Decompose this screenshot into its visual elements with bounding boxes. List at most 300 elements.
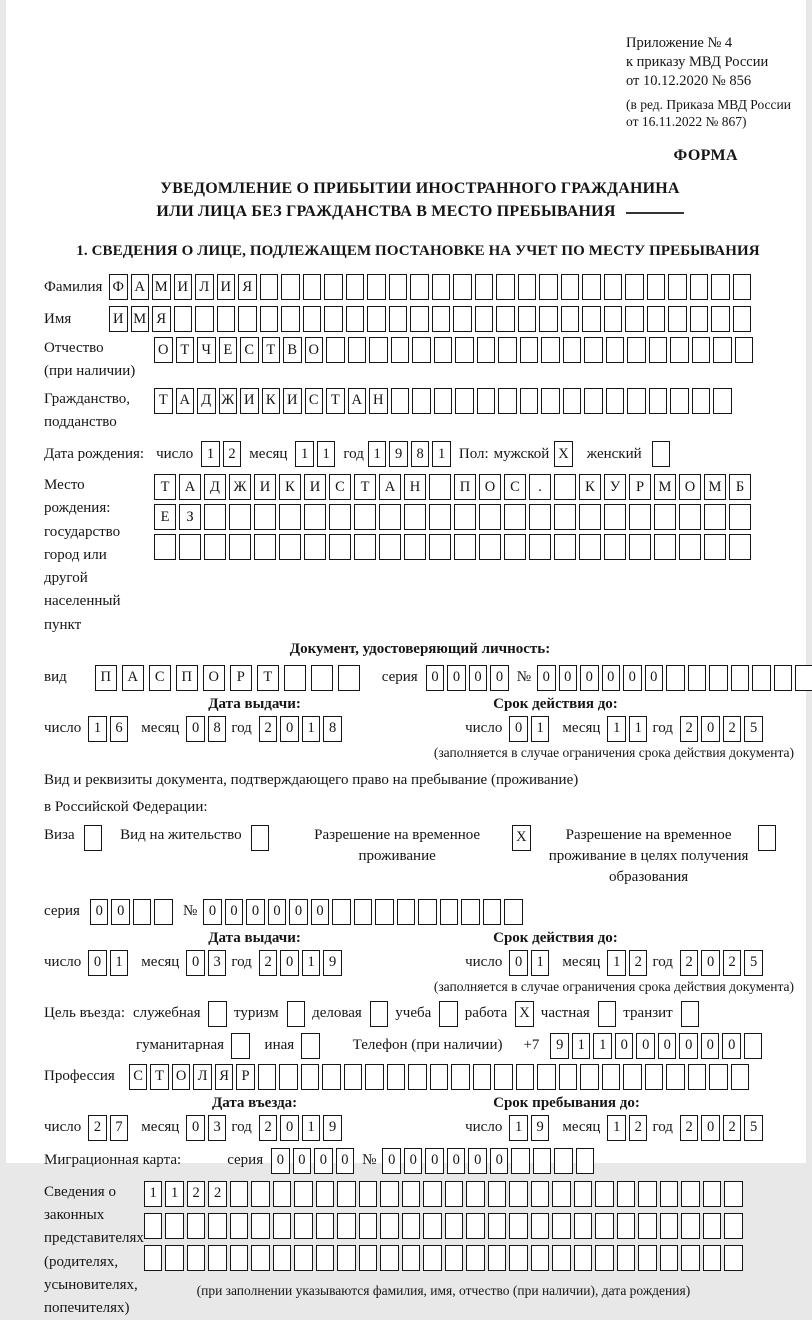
char-box[interactable] (795, 665, 812, 691)
char-box[interactable] (279, 534, 301, 560)
char-box[interactable] (541, 388, 560, 414)
char-box[interactable]: 0 (425, 1148, 444, 1174)
char-box[interactable] (582, 274, 601, 300)
char-box[interactable]: 0 (111, 899, 130, 925)
char-box[interactable] (344, 1064, 363, 1090)
char-box[interactable] (389, 274, 408, 300)
char-box[interactable] (744, 1033, 763, 1059)
char-box[interactable] (660, 1181, 679, 1207)
char-box[interactable] (187, 1245, 206, 1271)
char-box[interactable]: 0 (404, 1148, 423, 1174)
char-box[interactable]: М (704, 474, 726, 500)
char-box[interactable] (238, 306, 257, 332)
char-box[interactable]: О (154, 337, 173, 363)
char-box[interactable] (494, 1064, 513, 1090)
char-box[interactable] (260, 306, 279, 332)
char-box[interactable] (629, 534, 651, 560)
char-box[interactable] (733, 274, 752, 300)
char-box[interactable] (681, 1245, 700, 1271)
char-box[interactable] (367, 274, 386, 300)
char-box[interactable]: 0 (701, 716, 720, 742)
char-box[interactable] (354, 504, 376, 530)
char-box[interactable] (533, 1148, 552, 1174)
char-box[interactable] (604, 534, 626, 560)
char-box[interactable] (402, 1245, 421, 1271)
char-box[interactable]: Т (154, 388, 173, 414)
char-box[interactable]: 1 (110, 950, 129, 976)
char-box[interactable] (574, 1213, 593, 1239)
char-box[interactable] (488, 1181, 507, 1207)
char-box[interactable]: 0 (623, 665, 642, 691)
checkbox[interactable] (231, 1033, 250, 1059)
char-box[interactable] (774, 665, 793, 691)
char-box[interactable]: М (654, 474, 676, 500)
char-box[interactable]: Т (257, 665, 279, 691)
char-box[interactable] (563, 337, 582, 363)
char-box[interactable] (539, 306, 558, 332)
char-box[interactable]: 2 (723, 1115, 742, 1141)
char-box[interactable] (531, 1245, 550, 1271)
char-box[interactable] (453, 274, 472, 300)
char-box[interactable]: И (304, 474, 326, 500)
char-box[interactable] (365, 1064, 384, 1090)
char-box[interactable] (574, 1245, 593, 1271)
char-box[interactable]: 0 (186, 1115, 205, 1141)
char-box[interactable] (284, 665, 306, 691)
char-box[interactable]: А (379, 474, 401, 500)
char-box[interactable] (692, 388, 711, 414)
char-box[interactable]: 0 (90, 899, 109, 925)
char-box[interactable]: 5 (744, 1115, 763, 1141)
char-box[interactable] (475, 306, 494, 332)
char-box[interactable] (165, 1245, 184, 1271)
char-box[interactable] (554, 504, 576, 530)
char-box[interactable]: 0 (636, 1033, 655, 1059)
char-box[interactable]: С (305, 388, 324, 414)
char-box[interactable] (660, 1213, 679, 1239)
char-box[interactable] (432, 306, 451, 332)
char-box[interactable] (724, 1213, 743, 1239)
char-box[interactable] (254, 504, 276, 530)
char-box[interactable] (230, 1245, 249, 1271)
char-box[interactable] (479, 534, 501, 560)
char-box[interactable] (595, 1245, 614, 1271)
char-box[interactable] (337, 1213, 356, 1239)
char-box[interactable] (649, 337, 668, 363)
char-box[interactable] (584, 337, 603, 363)
char-box[interactable] (690, 306, 709, 332)
char-box[interactable]: 0 (186, 950, 205, 976)
char-box[interactable]: 0 (311, 899, 330, 925)
char-box[interactable] (133, 899, 152, 925)
char-box[interactable] (552, 1181, 571, 1207)
char-box[interactable] (604, 306, 623, 332)
char-box[interactable] (387, 1064, 406, 1090)
char-box[interactable]: И (217, 274, 236, 300)
char-box[interactable]: 8 (411, 441, 430, 467)
char-box[interactable]: О (172, 1064, 191, 1090)
char-box[interactable] (606, 388, 625, 414)
char-box[interactable] (451, 1064, 470, 1090)
char-box[interactable] (354, 899, 373, 925)
char-box[interactable]: 2 (259, 1115, 278, 1141)
char-box[interactable] (627, 388, 646, 414)
char-box[interactable] (724, 1181, 743, 1207)
char-box[interactable]: 1 (295, 441, 314, 467)
char-box[interactable]: 1 (509, 1115, 528, 1141)
char-box[interactable]: Т (176, 337, 195, 363)
char-box[interactable] (518, 306, 537, 332)
char-box[interactable]: О (203, 665, 225, 691)
char-box[interactable] (688, 665, 707, 691)
char-box[interactable] (217, 306, 236, 332)
char-box[interactable]: 0 (658, 1033, 677, 1059)
char-box[interactable]: 2 (259, 716, 278, 742)
char-box[interactable] (229, 534, 251, 560)
char-box[interactable] (479, 504, 501, 530)
char-box[interactable] (423, 1181, 442, 1207)
char-box[interactable] (429, 504, 451, 530)
checkbox[interactable] (370, 1001, 389, 1027)
char-box[interactable]: 0 (468, 1148, 487, 1174)
checkbox[interactable] (208, 1001, 227, 1027)
char-box[interactable] (445, 1245, 464, 1271)
char-box[interactable] (174, 306, 193, 332)
char-box[interactable] (329, 534, 351, 560)
char-box[interactable] (329, 504, 351, 530)
char-box[interactable]: Ж (219, 388, 238, 414)
char-box[interactable] (617, 1245, 636, 1271)
char-box[interactable] (418, 899, 437, 925)
char-box[interactable] (260, 274, 279, 300)
char-box[interactable] (627, 337, 646, 363)
char-box[interactable] (466, 1181, 485, 1207)
char-box[interactable]: К (279, 474, 301, 500)
char-box[interactable]: 1 (88, 716, 107, 742)
char-box[interactable]: М (152, 274, 171, 300)
char-box[interactable] (204, 504, 226, 530)
char-box[interactable] (455, 388, 474, 414)
char-box[interactable] (408, 1064, 427, 1090)
char-box[interactable] (429, 534, 451, 560)
char-box[interactable]: Е (219, 337, 238, 363)
char-box[interactable] (645, 1064, 664, 1090)
char-box[interactable] (332, 899, 351, 925)
char-box[interactable] (440, 899, 459, 925)
char-box[interactable] (638, 1181, 657, 1207)
char-box[interactable] (346, 306, 365, 332)
checkbox[interactable]: X (554, 441, 573, 467)
char-box[interactable] (397, 899, 416, 925)
char-box[interactable]: 8 (323, 716, 342, 742)
char-box[interactable]: С (240, 337, 259, 363)
char-box[interactable] (541, 337, 560, 363)
char-box[interactable] (647, 274, 666, 300)
char-box[interactable] (752, 665, 771, 691)
char-box[interactable]: Ф (109, 274, 128, 300)
char-box[interactable]: С (129, 1064, 148, 1090)
char-box[interactable]: Р (629, 474, 651, 500)
char-box[interactable] (531, 1181, 550, 1207)
char-box[interactable] (230, 1213, 249, 1239)
char-box[interactable] (391, 337, 410, 363)
char-box[interactable]: 0 (203, 899, 222, 925)
char-box[interactable]: 0 (280, 716, 299, 742)
char-box[interactable]: 1 (607, 1115, 626, 1141)
char-box[interactable]: 0 (382, 1148, 401, 1174)
char-box[interactable] (504, 899, 523, 925)
char-box[interactable]: К (579, 474, 601, 500)
char-box[interactable]: 0 (615, 1033, 634, 1059)
checkbox[interactable]: X (515, 1001, 534, 1027)
char-box[interactable] (429, 474, 451, 500)
char-box[interactable]: 9 (389, 441, 408, 467)
char-box[interactable] (454, 504, 476, 530)
char-box[interactable] (279, 504, 301, 530)
char-box[interactable] (713, 337, 732, 363)
char-box[interactable] (391, 388, 410, 414)
char-box[interactable] (537, 1064, 556, 1090)
char-box[interactable] (322, 1064, 341, 1090)
char-box[interactable] (625, 306, 644, 332)
char-box[interactable] (402, 1213, 421, 1239)
char-box[interactable] (518, 274, 537, 300)
char-box[interactable] (713, 388, 732, 414)
char-box[interactable]: 0 (490, 1148, 509, 1174)
checkbox[interactable] (598, 1001, 617, 1027)
char-box[interactable] (337, 1181, 356, 1207)
char-box[interactable]: 2 (208, 1181, 227, 1207)
char-box[interactable]: 7 (110, 1115, 129, 1141)
char-box[interactable] (692, 337, 711, 363)
char-box[interactable] (623, 1064, 642, 1090)
char-box[interactable]: . (529, 474, 551, 500)
checkbox[interactable] (681, 1001, 700, 1027)
char-box[interactable]: 0 (271, 1148, 290, 1174)
char-box[interactable]: 9 (531, 1115, 550, 1141)
char-box[interactable] (375, 899, 394, 925)
char-box[interactable]: З (179, 504, 201, 530)
char-box[interactable] (582, 306, 601, 332)
char-box[interactable] (690, 274, 709, 300)
char-box[interactable] (195, 306, 214, 332)
char-box[interactable] (681, 1213, 700, 1239)
char-box[interactable]: 0 (537, 665, 556, 691)
char-box[interactable]: 0 (225, 899, 244, 925)
char-box[interactable] (294, 1213, 313, 1239)
char-box[interactable]: 0 (336, 1148, 355, 1174)
char-box[interactable]: Я (215, 1064, 234, 1090)
char-box[interactable]: Ч (197, 337, 216, 363)
checkbox[interactable] (287, 1001, 306, 1027)
char-box[interactable] (559, 1064, 578, 1090)
checkbox[interactable] (652, 441, 671, 467)
char-box[interactable] (279, 1064, 298, 1090)
char-box[interactable] (380, 1245, 399, 1271)
char-box[interactable]: 0 (426, 665, 445, 691)
char-box[interactable]: 2 (259, 950, 278, 976)
char-box[interactable] (688, 1064, 707, 1090)
char-box[interactable]: А (176, 388, 195, 414)
char-box[interactable]: И (109, 306, 128, 332)
char-box[interactable]: О (679, 474, 701, 500)
char-box[interactable] (729, 534, 751, 560)
char-box[interactable] (509, 1245, 528, 1271)
char-box[interactable]: 0 (469, 665, 488, 691)
char-box[interactable] (595, 1213, 614, 1239)
char-box[interactable] (681, 1181, 700, 1207)
char-box[interactable]: К (262, 388, 281, 414)
char-box[interactable]: И (174, 274, 193, 300)
char-box[interactable] (432, 274, 451, 300)
char-box[interactable] (434, 337, 453, 363)
char-box[interactable] (509, 1213, 528, 1239)
char-box[interactable] (475, 274, 494, 300)
char-box[interactable] (477, 337, 496, 363)
char-box[interactable]: Л (195, 274, 214, 300)
char-box[interactable]: 6 (110, 716, 129, 742)
char-box[interactable] (311, 665, 333, 691)
checkbox[interactable] (758, 825, 777, 851)
char-box[interactable] (348, 337, 367, 363)
char-box[interactable] (404, 504, 426, 530)
char-box[interactable] (466, 1213, 485, 1239)
char-box[interactable] (412, 337, 431, 363)
char-box[interactable] (647, 306, 666, 332)
char-box[interactable] (584, 388, 603, 414)
char-box[interactable] (735, 337, 754, 363)
char-box[interactable]: 3 (208, 1115, 227, 1141)
char-box[interactable]: П (176, 665, 198, 691)
char-box[interactable]: 2 (187, 1181, 206, 1207)
char-box[interactable]: Д (197, 388, 216, 414)
char-box[interactable] (281, 274, 300, 300)
char-box[interactable] (670, 337, 689, 363)
char-box[interactable] (454, 534, 476, 560)
char-box[interactable]: 0 (701, 1115, 720, 1141)
char-box[interactable] (709, 1064, 728, 1090)
char-box[interactable]: Р (230, 665, 252, 691)
char-box[interactable] (359, 1181, 378, 1207)
char-box[interactable] (453, 306, 472, 332)
char-box[interactable]: С (504, 474, 526, 500)
char-box[interactable] (316, 1181, 335, 1207)
char-box[interactable] (346, 274, 365, 300)
char-box[interactable]: 0 (293, 1148, 312, 1174)
char-box[interactable] (703, 1213, 722, 1239)
char-box[interactable] (301, 1064, 320, 1090)
char-box[interactable] (595, 1181, 614, 1207)
char-box[interactable]: Т (154, 474, 176, 500)
char-box[interactable] (733, 306, 752, 332)
char-box[interactable] (445, 1213, 464, 1239)
char-box[interactable] (154, 899, 173, 925)
char-box[interactable] (606, 337, 625, 363)
char-box[interactable] (338, 665, 360, 691)
char-box[interactable]: А (131, 274, 150, 300)
char-box[interactable] (709, 665, 728, 691)
char-box[interactable] (668, 274, 687, 300)
char-box[interactable] (520, 388, 539, 414)
char-box[interactable]: 1 (629, 716, 648, 742)
char-box[interactable]: 9 (323, 1115, 342, 1141)
char-box[interactable] (204, 534, 226, 560)
char-box[interactable] (574, 1181, 593, 1207)
char-box[interactable] (561, 306, 580, 332)
char-box[interactable]: А (348, 388, 367, 414)
char-box[interactable]: 0 (280, 950, 299, 976)
char-box[interactable] (704, 504, 726, 530)
char-box[interactable] (488, 1213, 507, 1239)
char-box[interactable]: 1 (368, 441, 387, 467)
char-box[interactable] (703, 1181, 722, 1207)
char-box[interactable] (731, 665, 750, 691)
char-box[interactable]: 0 (88, 950, 107, 976)
char-box[interactable] (144, 1245, 163, 1271)
char-box[interactable]: О (305, 337, 324, 363)
char-box[interactable]: 0 (268, 899, 287, 925)
char-box[interactable]: 1 (302, 1115, 321, 1141)
char-box[interactable] (303, 306, 322, 332)
char-box[interactable] (294, 1181, 313, 1207)
char-box[interactable]: 0 (722, 1033, 741, 1059)
char-box[interactable]: 1 (531, 950, 550, 976)
char-box[interactable]: 9 (323, 950, 342, 976)
char-box[interactable] (179, 534, 201, 560)
char-box[interactable]: 0 (280, 1115, 299, 1141)
char-box[interactable] (461, 899, 480, 925)
char-box[interactable]: П (454, 474, 476, 500)
checkbox[interactable] (301, 1033, 320, 1059)
char-box[interactable] (379, 534, 401, 560)
char-box[interactable] (552, 1245, 571, 1271)
char-box[interactable] (654, 504, 676, 530)
char-box[interactable] (638, 1245, 657, 1271)
char-box[interactable] (423, 1245, 442, 1271)
char-box[interactable]: 0 (701, 950, 720, 976)
char-box[interactable] (704, 534, 726, 560)
char-box[interactable] (251, 1213, 270, 1239)
char-box[interactable] (625, 274, 644, 300)
char-box[interactable] (617, 1181, 636, 1207)
char-box[interactable]: С (149, 665, 171, 691)
char-box[interactable]: 1 (607, 950, 626, 976)
char-box[interactable] (580, 1064, 599, 1090)
char-box[interactable]: 2 (223, 441, 242, 467)
char-box[interactable]: 8 (208, 716, 227, 742)
char-box[interactable]: Д (204, 474, 226, 500)
char-box[interactable]: 0 (314, 1148, 333, 1174)
char-box[interactable] (304, 504, 326, 530)
char-box[interactable] (496, 274, 515, 300)
char-box[interactable] (617, 1213, 636, 1239)
char-box[interactable]: 0 (447, 1148, 466, 1174)
char-box[interactable] (367, 306, 386, 332)
char-box[interactable] (496, 306, 515, 332)
char-box[interactable] (379, 504, 401, 530)
char-box[interactable] (666, 665, 685, 691)
char-box[interactable]: Я (238, 274, 257, 300)
char-box[interactable] (703, 1245, 722, 1271)
char-box[interactable]: 0 (701, 1033, 720, 1059)
char-box[interactable]: И (283, 388, 302, 414)
char-box[interactable]: 2 (629, 950, 648, 976)
char-box[interactable]: 2 (723, 716, 742, 742)
char-box[interactable] (254, 534, 276, 560)
char-box[interactable] (359, 1245, 378, 1271)
char-box[interactable] (531, 1213, 550, 1239)
char-box[interactable]: 0 (289, 899, 308, 925)
